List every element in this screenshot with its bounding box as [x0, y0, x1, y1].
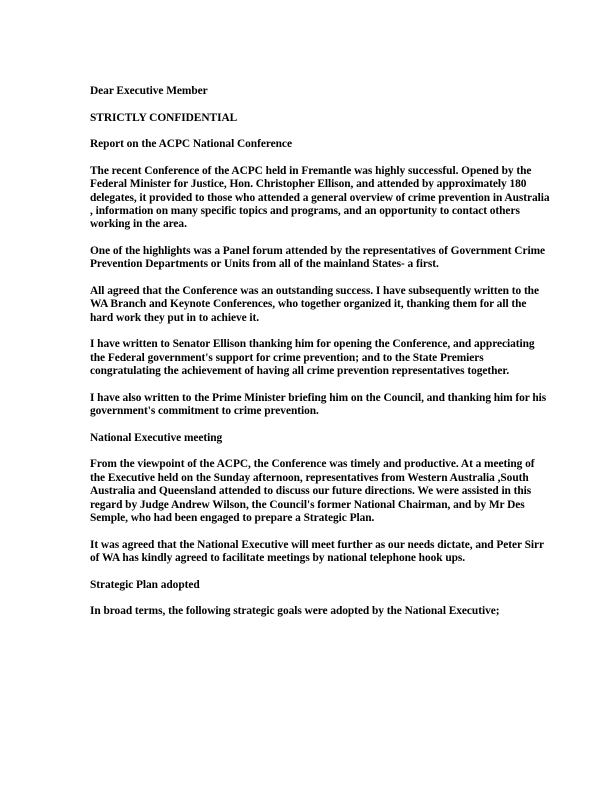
paragraph: I have also written to the Prime Minister briefing him on the Council, and thanking him for his government's commitment to crime prevention. — [90, 391, 547, 418]
paragraph: The recent Conference of the ACPC held in Fremantle was highly successful. Opened by the Federal Minister for Justice, Hon. Christopher Ellison, and attended by approximately 180 delegates, it provided to those who attended a general overview of crime prevention in Australia , information on many specific topics and programs, and an opportunity to contact others working in the area. — [90, 164, 550, 231]
paragraph: From the viewpoint of the ACPC, the Conference was timely and productive. At a meeting of the Executive held on the Sunday afternoon, representatives from Western Australia ,South Australia and Queensland attended to discuss our future directions. We were assisted in this regard by Judge Andrew Wilson, the Council's former National Chairman, and by Mr Des Semple, who had been engaged to prepare a Strategic Plan. — [90, 458, 535, 525]
section-heading-strategic-plan: Strategic Plan adopted — [90, 578, 200, 591]
section-heading-conference-report: Report on the ACPC National Conference — [90, 138, 292, 151]
classification-heading: STRICTLY CONFIDENTIAL — [90, 111, 238, 124]
paragraph: All agreed that the Conference was an outstanding success. I have subsequently written to the WA Branch and Keynote Conferences, who together organized it, thanking them for all the hard work they put in to achieve it. — [90, 285, 539, 324]
section-heading-national-executive: National Executive meeting — [90, 431, 223, 444]
paragraph: One of the highlights was a Panel forum attended by the representatives of Government Crime Prevention Departments or Units from all of the mainland States- a first. — [90, 245, 546, 271]
letter-body — [90, 85, 552, 632]
paragraph: It was agreed that the National Executive will meet further as our needs dictate, and Peter Sirr of WA has kindly agreed to facilitate meetings by national telephone hook ups. — [90, 538, 544, 565]
paragraph: In broad terms, the following strategic goals were adopted by the National Executive; — [90, 605, 500, 618]
salutation: Dear Executive Member — [90, 85, 208, 97]
paragraph: I have written to Senator Ellison thanking him for opening the Conference, and appreciating the Federal government's support for crime prevention; and to the State Premiers congratulating the achievement of having all crime prevention representatives together. — [90, 338, 535, 378]
